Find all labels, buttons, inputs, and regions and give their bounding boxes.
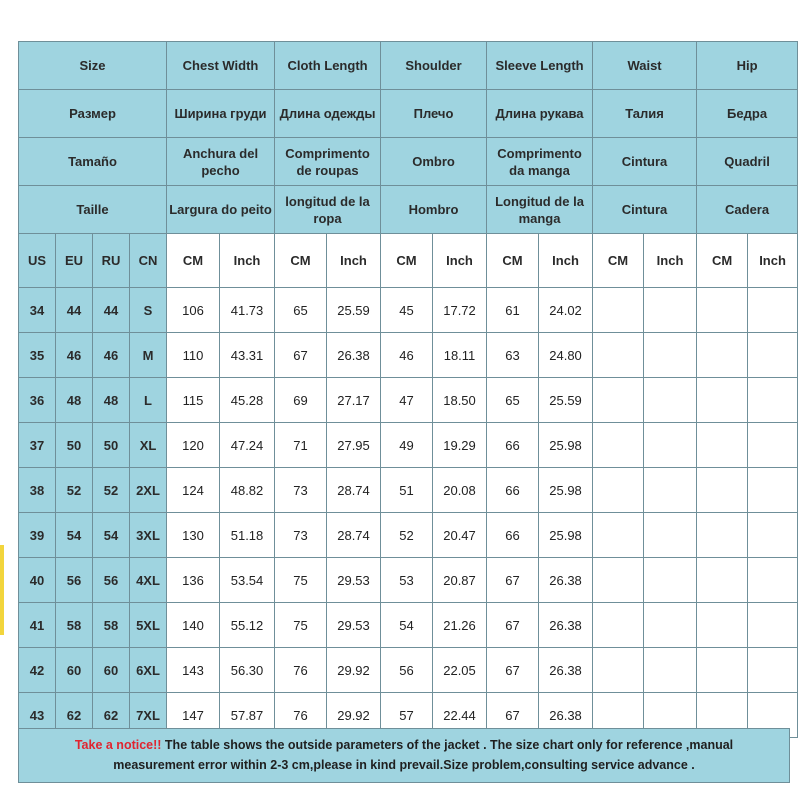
measure-cell: 106	[167, 288, 220, 333]
measure-cell: 110	[167, 333, 220, 378]
size-cell: 7XL	[130, 693, 167, 738]
measure-cell	[644, 378, 697, 423]
column-header: Inch	[327, 234, 381, 288]
measure-cell: 57.87	[220, 693, 275, 738]
size-cell: 56	[93, 558, 130, 603]
measure-cell: 67	[487, 648, 539, 693]
measure-cell: 130	[167, 513, 220, 558]
size-cell: 52	[93, 468, 130, 513]
measure-cell	[593, 603, 644, 648]
measure-cell	[644, 558, 697, 603]
measure-cell: 21.26	[433, 603, 487, 648]
size-cell: 50	[56, 423, 93, 468]
size-cell: 52	[56, 468, 93, 513]
header-cell: Tamaño	[19, 138, 167, 186]
measure-cell: 57	[381, 693, 433, 738]
measure-cell	[697, 288, 748, 333]
size-cell: 56	[56, 558, 93, 603]
size-cell: 6XL	[130, 648, 167, 693]
header-cell: Taille	[19, 186, 167, 234]
column-header: EU	[56, 234, 93, 288]
measure-cell: 17.72	[433, 288, 487, 333]
header-cell: Comprimento da manga	[487, 138, 593, 186]
measure-cell: 56.30	[220, 648, 275, 693]
column-header: CM	[697, 234, 748, 288]
size-cell: 48	[56, 378, 93, 423]
header-row-spanish	[19, 138, 798, 186]
measure-cell: 47	[381, 378, 433, 423]
size-cell: 38	[19, 468, 56, 513]
measure-cell: 69	[275, 378, 327, 423]
table-row	[19, 468, 798, 513]
measure-cell: 25.59	[539, 378, 593, 423]
measure-cell: 29.53	[327, 558, 381, 603]
size-cell: 54	[56, 513, 93, 558]
measure-cell	[593, 423, 644, 468]
header-cell: Талия	[593, 90, 697, 138]
header-cell: Quadril	[697, 138, 798, 186]
measure-cell	[644, 648, 697, 693]
size-cell: 58	[93, 603, 130, 648]
measure-cell: 66	[487, 513, 539, 558]
measure-cell: 67	[487, 693, 539, 738]
column-header: Inch	[220, 234, 275, 288]
measure-cell: 22.05	[433, 648, 487, 693]
header-cell: Longitud de la manga	[487, 186, 593, 234]
header-cell: longitud de la ropa	[275, 186, 381, 234]
header-row-russian	[19, 90, 798, 138]
size-cell: 44	[56, 288, 93, 333]
column-header: Inch	[539, 234, 593, 288]
measure-cell: 27.95	[327, 423, 381, 468]
measure-cell	[593, 513, 644, 558]
header-cell: Size	[19, 42, 167, 90]
measure-cell	[593, 333, 644, 378]
measure-cell: 26.38	[539, 648, 593, 693]
measure-cell: 24.80	[539, 333, 593, 378]
measure-cell	[644, 468, 697, 513]
measure-cell: 29.92	[327, 648, 381, 693]
measure-cell: 18.11	[433, 333, 487, 378]
measure-cell	[644, 288, 697, 333]
measure-cell	[748, 468, 798, 513]
measure-cell: 24.02	[539, 288, 593, 333]
measure-cell: 52	[381, 513, 433, 558]
measure-cell: 28.74	[327, 513, 381, 558]
measure-cell: 25.98	[539, 468, 593, 513]
notice-line-2: measurement error within 2-3 cm,please in kind prevail.Size problem,consulting service advance .	[113, 758, 695, 772]
column-header: CM	[381, 234, 433, 288]
measure-cell: 140	[167, 603, 220, 648]
size-cell: 46	[93, 333, 130, 378]
measure-cell: 47.24	[220, 423, 275, 468]
size-chart-table	[18, 41, 798, 738]
measure-cell: 71	[275, 423, 327, 468]
measure-cell: 67	[487, 603, 539, 648]
measure-cell	[748, 603, 798, 648]
column-header: CM	[275, 234, 327, 288]
header-cell: Hombro	[381, 186, 487, 234]
measure-cell	[593, 468, 644, 513]
size-cell: 62	[56, 693, 93, 738]
measure-cell	[748, 648, 798, 693]
measure-cell: 25.98	[539, 423, 593, 468]
table-row	[19, 333, 798, 378]
size-cell: 5XL	[130, 603, 167, 648]
measure-cell: 53.54	[220, 558, 275, 603]
measure-cell: 25.59	[327, 288, 381, 333]
measure-cell: 48.82	[220, 468, 275, 513]
measure-cell	[697, 468, 748, 513]
measure-cell: 18.50	[433, 378, 487, 423]
header-cell: Cintura	[593, 138, 697, 186]
table-row	[19, 513, 798, 558]
measure-cell	[593, 288, 644, 333]
measure-cell: 124	[167, 468, 220, 513]
size-cell: 58	[56, 603, 93, 648]
measure-cell	[644, 333, 697, 378]
header-row-french	[19, 186, 798, 234]
size-cell: 54	[93, 513, 130, 558]
size-cell: 42	[19, 648, 56, 693]
header-cell: Длина рукава	[487, 90, 593, 138]
measure-cell: 120	[167, 423, 220, 468]
measure-cell: 56	[381, 648, 433, 693]
size-cell: 60	[93, 648, 130, 693]
measure-cell: 26.38	[539, 603, 593, 648]
header-row-size	[19, 42, 798, 90]
measure-cell: 76	[275, 693, 327, 738]
measure-cell	[748, 333, 798, 378]
measure-cell: 49	[381, 423, 433, 468]
measure-cell: 26.38	[327, 333, 381, 378]
header-cell: Ширина груди	[167, 90, 275, 138]
measure-cell: 29.92	[327, 693, 381, 738]
size-cell: 36	[19, 378, 56, 423]
header-cell: Длина одежды	[275, 90, 381, 138]
header-cell: Waist	[593, 42, 697, 90]
column-header: Inch	[748, 234, 798, 288]
header-cell: Плечо	[381, 90, 487, 138]
measure-cell: 41.73	[220, 288, 275, 333]
header-cell: Comprimento de roupas	[275, 138, 381, 186]
column-header: RU	[93, 234, 130, 288]
header-cell: Largura do peito	[167, 186, 275, 234]
measure-cell: 65	[275, 288, 327, 333]
size-cell: 2XL	[130, 468, 167, 513]
size-cell: 37	[19, 423, 56, 468]
header-cell: Shoulder	[381, 42, 487, 90]
measure-cell: 73	[275, 468, 327, 513]
table-row	[19, 603, 798, 648]
left-edge-marker	[0, 545, 4, 635]
measure-cell: 45	[381, 288, 433, 333]
measure-cell: 67	[275, 333, 327, 378]
column-header: Inch	[433, 234, 487, 288]
measure-cell	[748, 513, 798, 558]
measure-cell: 27.17	[327, 378, 381, 423]
size-cell: 46	[56, 333, 93, 378]
measure-cell: 22.44	[433, 693, 487, 738]
measure-cell	[697, 378, 748, 423]
column-header: CM	[593, 234, 644, 288]
measure-cell	[644, 603, 697, 648]
size-cell: 40	[19, 558, 56, 603]
measure-cell	[697, 333, 748, 378]
table-row	[19, 648, 798, 693]
column-header: CM	[487, 234, 539, 288]
size-cell: 3XL	[130, 513, 167, 558]
measure-cell: 115	[167, 378, 220, 423]
header-cell: Бедра	[697, 90, 798, 138]
size-cell: 41	[19, 603, 56, 648]
size-cell: 44	[93, 288, 130, 333]
measure-cell	[697, 558, 748, 603]
header-cell: Cloth Length	[275, 42, 381, 90]
measure-cell: 73	[275, 513, 327, 558]
measure-cell: 53	[381, 558, 433, 603]
measure-cell	[748, 423, 798, 468]
column-header: CN	[130, 234, 167, 288]
measure-cell: 67	[487, 558, 539, 603]
size-cell: M	[130, 333, 167, 378]
measure-cell	[697, 648, 748, 693]
column-header: Inch	[644, 234, 697, 288]
measure-cell	[644, 423, 697, 468]
size-cell: L	[130, 378, 167, 423]
column-header: US	[19, 234, 56, 288]
measure-cell	[748, 558, 798, 603]
measure-cell: 75	[275, 558, 327, 603]
size-cell: XL	[130, 423, 167, 468]
measure-cell: 28.74	[327, 468, 381, 513]
measure-cell: 65	[487, 378, 539, 423]
measure-cell: 55.12	[220, 603, 275, 648]
size-cell: S	[130, 288, 167, 333]
measure-cell	[697, 603, 748, 648]
measure-cell	[697, 423, 748, 468]
header-cell: Cintura	[593, 186, 697, 234]
measure-cell: 61	[487, 288, 539, 333]
measure-cell: 51	[381, 468, 433, 513]
measure-cell: 136	[167, 558, 220, 603]
measure-cell	[593, 378, 644, 423]
measure-cell: 20.87	[433, 558, 487, 603]
header-cell: Chest Width	[167, 42, 275, 90]
size-cell: 62	[93, 693, 130, 738]
header-cell: Размер	[19, 90, 167, 138]
size-cell: 4XL	[130, 558, 167, 603]
size-cell: 48	[93, 378, 130, 423]
size-cell: 35	[19, 333, 56, 378]
size-cell: 50	[93, 423, 130, 468]
measure-cell: 54	[381, 603, 433, 648]
header-cell: Ombro	[381, 138, 487, 186]
measure-cell	[593, 558, 644, 603]
size-cell: 39	[19, 513, 56, 558]
size-cell: 43	[19, 693, 56, 738]
measure-cell: 76	[275, 648, 327, 693]
header-cell: Hip	[697, 42, 798, 90]
measure-cell: 51.18	[220, 513, 275, 558]
measure-cell: 66	[487, 423, 539, 468]
measure-cell: 75	[275, 603, 327, 648]
header-cell: Sleeve Length	[487, 42, 593, 90]
measure-cell: 63	[487, 333, 539, 378]
notice-text-1: The table shows the outside parameters of the jacket . The size chart only for reference ,manual	[161, 738, 734, 752]
measure-cell: 29.53	[327, 603, 381, 648]
measure-cell	[748, 288, 798, 333]
measure-cell	[697, 513, 748, 558]
measure-cell: 20.47	[433, 513, 487, 558]
size-cell: 34	[19, 288, 56, 333]
measure-cell: 19.29	[433, 423, 487, 468]
header-cell: Anchura del pecho	[167, 138, 275, 186]
size-cell: 60	[56, 648, 93, 693]
measure-cell: 143	[167, 648, 220, 693]
measure-cell	[644, 513, 697, 558]
table-row	[19, 558, 798, 603]
table-row	[19, 288, 798, 333]
header-cell: Cadera	[697, 186, 798, 234]
measure-cell: 26.38	[539, 558, 593, 603]
measure-cell: 43.31	[220, 333, 275, 378]
column-header: CM	[167, 234, 220, 288]
notice-line-1	[19, 735, 789, 755]
notice-box	[18, 728, 790, 783]
measure-cell: 45.28	[220, 378, 275, 423]
notice-label: Take a notice!!	[74, 738, 162, 752]
measure-cell: 26.38	[539, 693, 593, 738]
measure-cell: 66	[487, 468, 539, 513]
table-row	[19, 423, 798, 468]
measure-cell: 25.98	[539, 513, 593, 558]
column-header-row	[19, 234, 798, 288]
measure-cell: 46	[381, 333, 433, 378]
measure-cell: 20.08	[433, 468, 487, 513]
measure-cell	[593, 648, 644, 693]
measure-cell: 147	[167, 693, 220, 738]
measure-cell	[748, 378, 798, 423]
table-row	[19, 378, 798, 423]
